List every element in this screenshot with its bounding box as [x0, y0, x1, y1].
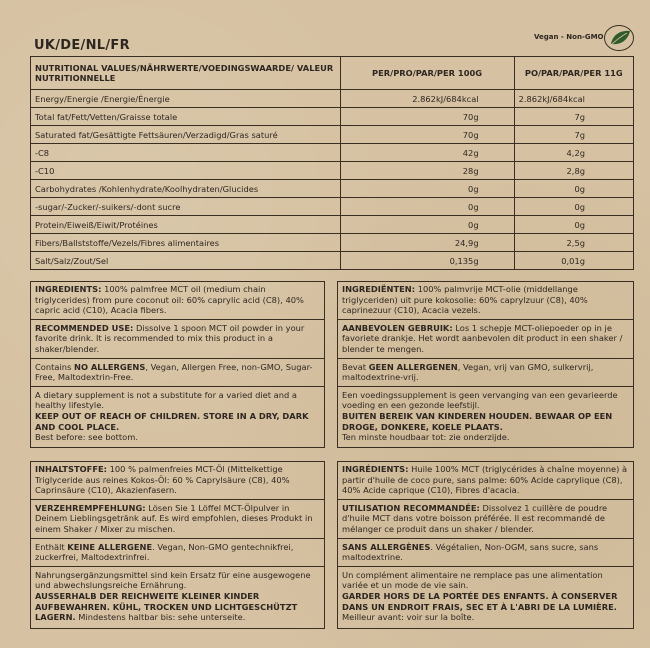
row-label: -C10	[31, 162, 341, 180]
recommended-use-de: VERZEHREMPFEHLUNG: Lösen Sie 1 Löffel MCT-Ölpulver in Deinem Lieblingsgetränk auf. Es wird empfohlen, dieses Produkt in einem Shaker / Mixer zu mischen.	[35, 502, 313, 534]
nutrition-header-row	[31, 57, 634, 90]
ingredients-de: INHALTSTOFFE: 100 % palmenfreies MCT-Öl (Mittelkettige Triglyceride aus reines Kokos-Öl: 60 % Caprylsäure (C8), 40% Caprinsäure (C10), Akazienfasern.	[35, 464, 290, 496]
german-info-box	[30, 461, 325, 629]
row-label: Salt/Salz/Zout/Sel	[31, 252, 341, 270]
ingredients-en: INGREDIENTS: 100% palmfree MCT oil (medium chain triglycerides) from pure coconut oil: 60% caprylic acid (C8), 40% capric acid (C10), Acacia fibers.	[35, 284, 304, 316]
allergens-nl: Bevat GEEN ALLERGENEN, Vegan, vrij van GMO, sulkervrij, maltodextrine-vrij.	[342, 361, 594, 383]
ingredients-nl: INGREDIËNTEN: 100% palmvrije MCT-olie (middellange triglyceriden) uit pure kokosolie: 60% caprylzuur (C8), 40% caprinezuur (C10), Acacia vezels.	[342, 284, 588, 316]
allergens-fr: SANS ALLERGÈNES. Végétalien, Non-OGM, sans sucre, sans maltodextrine.	[342, 541, 599, 563]
vegan-badge-text: Vegan - Non-GMO	[534, 33, 604, 41]
row-per100: 70g	[340, 108, 514, 126]
row-label: Carbohydrates /Kohlenhydrate/Koolhydraten/Glucides	[31, 180, 341, 198]
row-per100: 2.862kJ/684kcal	[340, 90, 514, 108]
row-label: Saturated fat/Gesättigte Fettsäuren/Verzadigd/Gras saturé	[31, 126, 341, 144]
supplement-note-fr: Un complément alimentaire ne remplace pas une alimentation variée et un mode de vie sain. GARDER HORS DE LA PORTÉE DES ENFANTS. À CONSERVER DANS UN ENDROIT FRAIS, SEC ET À L'ABRI DE LA LUMIÈRE. Meilleur avant: voir sur la boîte.	[342, 569, 618, 623]
row-per11: 2,5g	[514, 234, 633, 252]
table-row	[31, 162, 634, 180]
leaf-icon	[603, 24, 635, 52]
row-per100: 0,135g	[340, 252, 514, 270]
french-info-box	[337, 461, 634, 629]
row-label: -sugar/-Zucker/-suikers/-dont sucre	[31, 198, 341, 216]
supplement-note-en: A dietary supplement is not a substitute for a varied diet and a healthy lifestyle. KEEP OUT OF REACH OF CHILDREN. STORE IN A DRY, DARK AND COOL PLACE. Best before: see bottom.	[35, 389, 309, 443]
row-per11: 7g	[514, 126, 633, 144]
table-row	[31, 234, 634, 252]
row-per11: 2,8g	[514, 162, 633, 180]
row-per11: 0g	[514, 180, 633, 198]
table-row	[31, 252, 634, 270]
row-per11: 7g	[514, 108, 633, 126]
row-label: Total fat/Fett/Vetten/Graisse totale	[31, 108, 341, 126]
row-per100: 0g	[340, 198, 514, 216]
row-per11: 0g	[514, 216, 633, 234]
row-per100: 24,9g	[340, 234, 514, 252]
supplement-note-de: Nahrungsergänzungsmittel sind kein Ersatz für eine ausgewogene und abwechslungsreiche Ernährung. AUSSERHALB DER REICHWEITE KLEINER KINDER AUFBEWAHREN. KÜHL, TROCKEN UND LICHTGESCHÜTZT LAGERN. Mindestens haltbar bis: sehe unterseite.	[35, 569, 311, 623]
row-per100: 70g	[340, 126, 514, 144]
table-row	[31, 126, 634, 144]
row-per100: 0g	[340, 180, 514, 198]
table-row	[31, 180, 634, 198]
recommended-use-nl: AANBEVOLEN GEBRUIK: Los 1 schepje MCT-oliepoeder op in je favoriete drankje. Het wordt aanbevolen dit product in een shaker / blender te mengen.	[342, 322, 623, 354]
header-nutritional-values: NUTRITIONAL VALUES/NÄHRWERTE/VOEDINGSWAARDE/ VALEUR NUTRITIONNELLE	[31, 57, 341, 90]
row-per100: 28g	[340, 162, 514, 180]
row-per11: 0,01g	[514, 252, 633, 270]
supplement-note-nl: Een voedingssupplement is geen vervanging van een gevarieerde voeding en een gezonde leefstijl. BUITEN BEREIK VAN KINDEREN HOUDEN. BEWAAR OP EEN DROGE, DONKERE, KOELE PLAATS. Ten minste houdbaar tot: zie onderzijde.	[342, 389, 618, 443]
recommended-use-en: RECOMMENDED USE: Dissolve 1 spoon MCT oil powder in your favorite drink. It is recommended to mix this product in a shaker/blender.	[35, 322, 305, 354]
table-row	[31, 198, 634, 216]
row-label: Energy/Energie /Energie/Énergie	[31, 90, 341, 108]
dutch-info-box	[337, 281, 634, 448]
english-info-box	[30, 281, 325, 448]
row-label: -C8	[31, 144, 341, 162]
table-row	[31, 216, 634, 234]
header-per-11g: PO/PAR/PAR/PER 11G	[514, 57, 633, 90]
row-per100: 42g	[340, 144, 514, 162]
row-per11: 0g	[514, 198, 633, 216]
row-label: Fibers/Ballststoffe/Vezels/Fibres alimentaires	[31, 234, 341, 252]
table-row	[31, 108, 634, 126]
row-per100: 0g	[340, 216, 514, 234]
table-row	[31, 90, 634, 108]
row-per11: 2.862kJ/684kcal	[514, 90, 633, 108]
row-label: Protein/Eiweiß/Eiwit/Protéines	[31, 216, 341, 234]
allergens-de: Enthält KEINE ALLERGENE. Vegan, Non-GMO gentechnikfrei, zuckerfrei, Maltodextrinfrei.	[35, 541, 294, 563]
row-per11: 4,2g	[514, 144, 633, 162]
table-row	[31, 144, 634, 162]
ingredients-fr: INGRÉDIENTS: Huile 100% MCT (triglycérides à chaîne moyenne) à partir d'huile de coco pure, sans palme: 60% Acide caprylique (C8), 40% Acide caprique (C10), Fibres d'acacia.	[342, 464, 628, 496]
header-per-100g: PER/PRO/PAR/PER 100G	[340, 57, 514, 90]
nutrition-table	[30, 56, 634, 270]
recommended-use-fr: UTILISATION RECOMMANDÉE: Dissolvez 1 cuillère de poudre d'huile MCT dans votre boisson préférée. Il est recommandé de mélanger ce produit dans un shaker / blender.	[342, 502, 608, 534]
language-codes: UK/DE/NL/FR	[34, 38, 130, 53]
allergens-en: Contains NO ALLERGENS, Vegan, Allergen Free, non-GMO, Sugar-Free, Maltodextrin-Free.	[35, 361, 313, 383]
